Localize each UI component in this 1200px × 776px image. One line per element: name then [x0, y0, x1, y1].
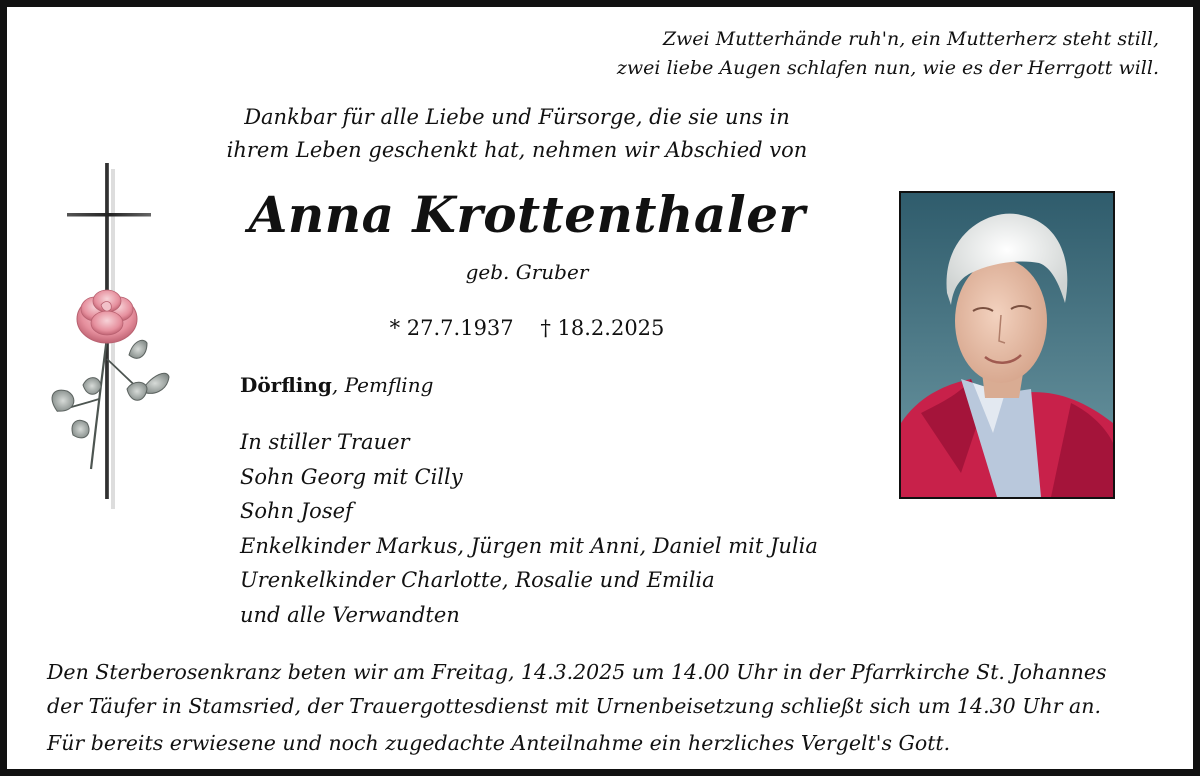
mourners-line: Sohn Josef [240, 499, 353, 523]
service-announcement [47, 655, 1177, 723]
mourners-list [240, 425, 818, 632]
service-line-1: Den Sterberosenkranz beten wir am Freitag, 14.3.2025 um 14.00 Uhr in der Pfarrkirche St. Johannes [47, 660, 1107, 684]
death-date: † 18.2.2025 [540, 316, 665, 340]
motto-line-2: zwei liebe Augen schlafen nun, wie es der Herrgott will. [616, 57, 1159, 79]
life-dates [337, 316, 717, 340]
mourners-line: Sohn Georg mit Cilly [240, 464, 463, 489]
mourners-line: In stiller Trauer [240, 430, 410, 454]
places [240, 373, 433, 397]
mourners-line: Urenkelkinder Charlotte, Rosalie und Emilia [240, 568, 715, 592]
birth-date: * 27.7.1937 [389, 316, 514, 340]
motto-verse [617, 25, 1159, 83]
portrait-photo [899, 191, 1115, 499]
intro-text [197, 101, 837, 167]
intro-line-2: ihrem Leben geschenkt hat, nehmen wir Abschied von [226, 138, 808, 162]
thanks-line: Für bereits erwiesene und noch zugedachte Anteilnahme ein herzliches Vergelt's Gott. [47, 731, 951, 755]
place-secondary: , Pemfling [331, 373, 434, 397]
intro-line-1: Dankbar für alle Liebe und Fürsorge, die sie uns in [244, 105, 790, 129]
mourners-line: und alle Verwandten [240, 602, 460, 627]
deceased-name: Anna Krottenthaler [248, 185, 806, 244]
service-line-2: der Täufer in Stamsried, der Trauergottesdienst mit Urnenbeisetzung schließt sich um 14.30 Uhr an. [47, 694, 1101, 718]
place-primary: Dörfling [240, 373, 332, 397]
maiden-name: geb. Gruber [465, 260, 589, 284]
motto-line-1: Zwei Mutterhände ruh'n, ein Mutterherz steht still, [662, 28, 1159, 50]
cross-with-rose-icon [43, 159, 175, 509]
mourners-line: Enkelkinder Markus, Jürgen mit Anni, Daniel mit Julia [240, 533, 818, 558]
